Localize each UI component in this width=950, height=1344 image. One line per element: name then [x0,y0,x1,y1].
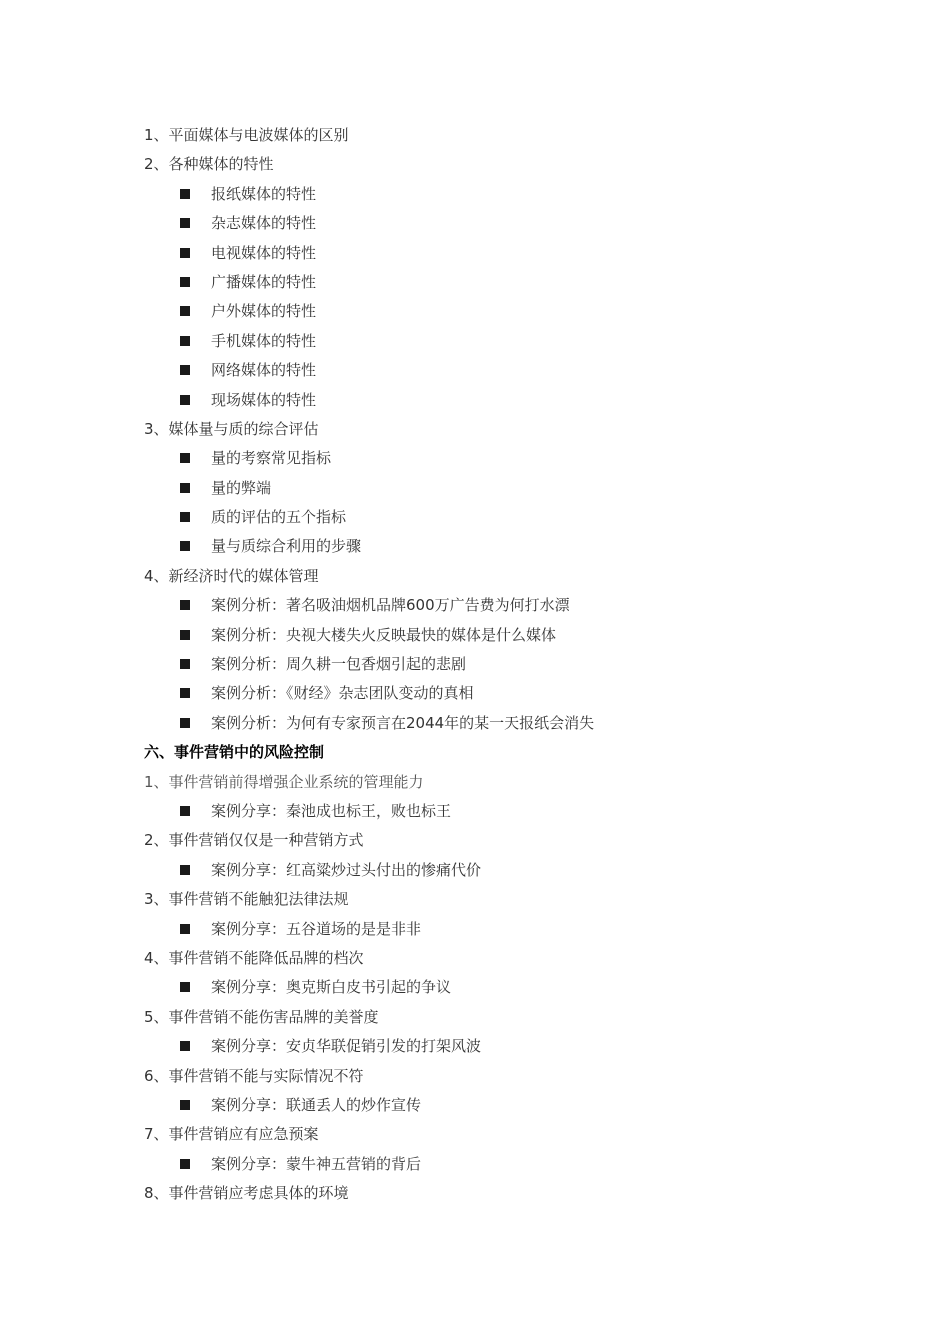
square-bullet-icon [180,600,190,610]
line-text: 1、事件营销前得增强企业系统的管理能力 [144,772,424,791]
line-text: 广播媒体的特性 [211,272,317,291]
bullet-item [144,797,864,826]
numbered-item [144,944,864,973]
line-text: 手机媒体的特性 [211,331,317,350]
bullet-item [144,209,864,238]
bullet-item [144,621,864,650]
line-text: 案例分享：奥克斯白皮书引起的争议 [211,978,452,997]
line-text: 案例分享：五谷道场的是是非非 [211,919,422,938]
line-text: 2、各种媒体的特性 [144,155,274,174]
bullet-item [144,474,864,503]
square-bullet-icon [180,218,190,228]
section-heading [144,738,864,767]
numbered-item [144,562,864,591]
bullet-item [144,650,864,679]
line-text: 4、新经济时代的媒体管理 [144,566,319,585]
line-text: 案例分析：周久耕一包香烟引起的悲剧 [211,655,467,674]
line-text: 杂志媒体的特性 [211,214,317,233]
square-bullet-icon [180,924,190,934]
bullet-item [144,915,864,944]
line-text: 量的考察常见指标 [211,449,332,468]
numbered-item [144,826,864,855]
line-text: 质的评估的五个指标 [211,508,347,527]
square-bullet-icon [180,541,190,551]
line-text: 案例分析：央视大楼失火反映最快的媒体是什么媒体 [211,625,557,644]
line-text: 2、事件营销仅仅是一种营销方式 [144,831,364,850]
bullet-item [144,1032,864,1061]
numbered-item [144,415,864,444]
bullet-item [144,503,864,532]
square-bullet-icon [180,865,190,875]
bullet-item [144,532,864,561]
bullet-item [144,356,864,385]
line-text: 户外媒体的特性 [211,302,317,321]
square-bullet-icon [180,982,190,992]
bullet-item [144,327,864,356]
bullet-item [144,709,864,738]
square-bullet-icon [180,248,190,258]
square-bullet-icon [180,277,190,287]
square-bullet-icon [180,806,190,816]
line-text: 现场媒体的特性 [211,390,317,409]
line-text: 8、事件营销应考虑具体的环境 [144,1184,349,1203]
line-text: 六、事件营销中的风险控制 [144,743,325,762]
line-text: 案例分析：为何有专家预言在2044年的某一天报纸会消失 [211,713,595,732]
numbered-item [144,1003,864,1032]
square-bullet-icon [180,336,190,346]
line-text: 3、事件营销不能触犯法律法规 [144,890,349,909]
document-body [144,121,864,1208]
square-bullet-icon [180,718,190,728]
line-text: 案例分享：安贞华联促销引发的打架风波 [211,1037,482,1056]
line-text: 量的弊端 [211,478,272,497]
line-text: 案例分享：联通丢人的炒作宣传 [211,1095,422,1114]
square-bullet-icon [180,688,190,698]
square-bullet-icon [180,1041,190,1051]
bullet-item [144,180,864,209]
line-text: 案例分享：蒙牛神五营销的背后 [211,1154,422,1173]
bullet-item [144,679,864,708]
line-text: 网络媒体的特性 [211,361,317,380]
line-text: 案例分享：秦池成也标王，败也标王 [211,801,452,820]
square-bullet-icon [180,630,190,640]
numbered-item [144,1179,864,1208]
numbered-item [144,121,864,150]
square-bullet-icon [180,189,190,199]
square-bullet-icon [180,1100,190,1110]
line-text: 案例分析：《财经》杂志团队变动的真相 [211,684,474,703]
numbered-item [144,768,864,797]
square-bullet-icon [180,659,190,669]
line-text: 7、事件营销应有应急预案 [144,1125,319,1144]
numbered-item [144,150,864,179]
bullet-item [144,1091,864,1120]
square-bullet-icon [180,483,190,493]
numbered-item [144,885,864,914]
bullet-item [144,973,864,1002]
line-text: 1、平面媒体与电波媒体的区别 [144,126,349,144]
square-bullet-icon [180,306,190,316]
square-bullet-icon [180,1159,190,1169]
numbered-item [144,1120,864,1149]
bullet-item [144,591,864,620]
line-text: 报纸媒体的特性 [211,184,317,203]
square-bullet-icon [180,512,190,522]
line-text: 6、事件营销不能与实际情况不符 [144,1066,364,1085]
bullet-item [144,856,864,885]
square-bullet-icon [180,453,190,463]
line-text: 4、事件营销不能降低品牌的档次 [144,948,364,967]
bullet-item [144,386,864,415]
line-text: 3、媒体量与质的综合评估 [144,419,319,438]
square-bullet-icon [180,365,190,375]
bullet-item [144,444,864,473]
line-text: 量与质综合利用的步骤 [211,537,362,556]
numbered-item [144,1062,864,1091]
bullet-item [144,239,864,268]
line-text: 案例分析：著名吸油烟机品牌600万广告费为何打水漂 [211,596,570,615]
square-bullet-icon [180,395,190,405]
bullet-item [144,1150,864,1179]
line-text: 电视媒体的特性 [211,243,317,262]
bullet-item [144,268,864,297]
line-text: 案例分享：红高粱炒过头付出的惨痛代价 [211,860,482,879]
bullet-item [144,297,864,326]
line-text: 5、事件营销不能伤害品牌的美誉度 [144,1007,379,1026]
